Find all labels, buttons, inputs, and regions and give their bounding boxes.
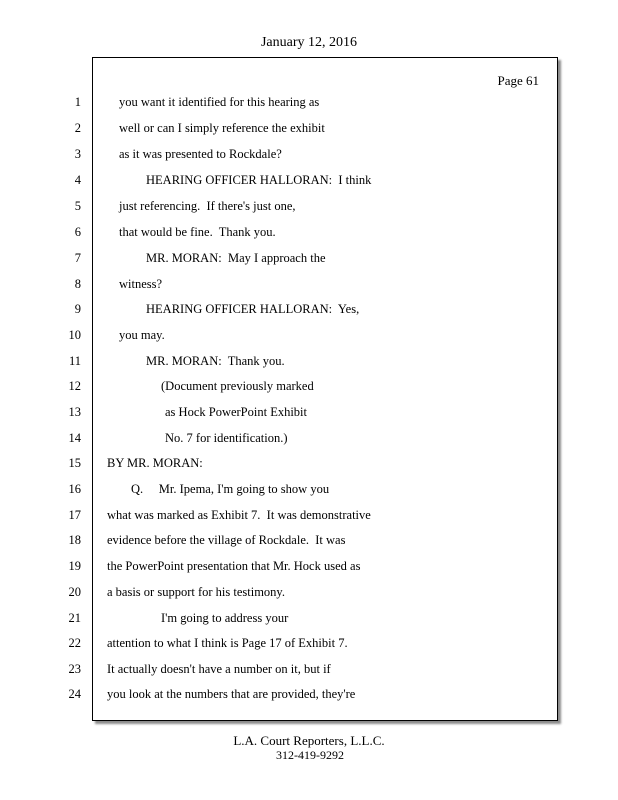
header-date: January 12, 2016 <box>260 35 358 50</box>
line-number: 18 <box>68 533 81 547</box>
line-text: the PowerPoint presentation that Mr. Hock used as <box>107 559 361 573</box>
line-number: 12 <box>68 379 81 393</box>
line-text: attention to what I think is Page 17 of Exhibit 7. <box>107 636 348 650</box>
line-number: 2 <box>74 121 81 135</box>
line-number: 11 <box>68 354 81 368</box>
line-number: 19 <box>68 559 81 573</box>
line-number: 6 <box>74 225 81 239</box>
line-number: 22 <box>68 636 81 650</box>
line-number: 23 <box>68 662 81 676</box>
line-number: 8 <box>74 277 81 291</box>
line-number: 10 <box>68 328 81 342</box>
line-text: as it was presented to Rockdale? <box>119 147 282 161</box>
line-number: 1 <box>74 95 81 109</box>
line-text: BY MR. MORAN: <box>107 456 203 470</box>
line-text: MR. MORAN: Thank you. <box>146 354 285 368</box>
line-text: what was marked as Exhibit 7. It was demonstrative <box>107 508 371 522</box>
line-text: that would be fine. Thank you. <box>119 225 276 239</box>
line-number: 24 <box>68 687 81 701</box>
line-number: 13 <box>68 405 81 419</box>
line-text: (Document previously marked <box>161 379 314 393</box>
line-text: evidence before the village of Rockdale. It was <box>107 533 346 547</box>
line-text: MR. MORAN: May I approach the <box>146 251 326 265</box>
line-number: 5 <box>74 199 81 213</box>
line-text: you want it identified for this hearing as <box>119 95 320 109</box>
line-text: as Hock PowerPoint Exhibit <box>165 405 308 419</box>
line-text: It actually doesn't have a number on it, but if <box>107 662 331 676</box>
line-text: No. 7 for identification.) <box>165 431 288 445</box>
footer-phone: 312-419-9292 <box>276 748 344 762</box>
line-number: 14 <box>68 431 81 445</box>
line-number: 15 <box>68 456 81 470</box>
line-text: I'm going to address your <box>161 611 289 625</box>
line-text: HEARING OFFICER HALLORAN: Yes, <box>146 302 360 316</box>
line-number: 21 <box>68 611 81 625</box>
line-text: just referencing. If there's just one, <box>119 199 296 213</box>
line-text: you look at the numbers that are provided, they're <box>107 687 356 701</box>
line-number: 20 <box>68 585 81 599</box>
line-number: 16 <box>68 482 81 496</box>
line-text: witness? <box>119 277 163 291</box>
line-text: a basis or support for his testimony. <box>107 585 285 599</box>
page-number: Page 61 <box>497 73 539 88</box>
line-text: Q. Mr. Ipema, I'm going to show you <box>131 482 330 496</box>
line-text: HEARING OFFICER HALLORAN: I think <box>146 173 372 187</box>
line-text: well or can I simply reference the exhibit <box>119 121 325 135</box>
line-number: 9 <box>74 302 81 316</box>
line-number: 7 <box>74 251 81 265</box>
footer-company: L.A. Court Reporters, L.L.C. <box>233 733 385 748</box>
line-number: 17 <box>68 508 81 522</box>
line-number: 3 <box>74 147 81 161</box>
line-text: you may. <box>119 328 165 342</box>
line-number: 4 <box>74 173 81 187</box>
